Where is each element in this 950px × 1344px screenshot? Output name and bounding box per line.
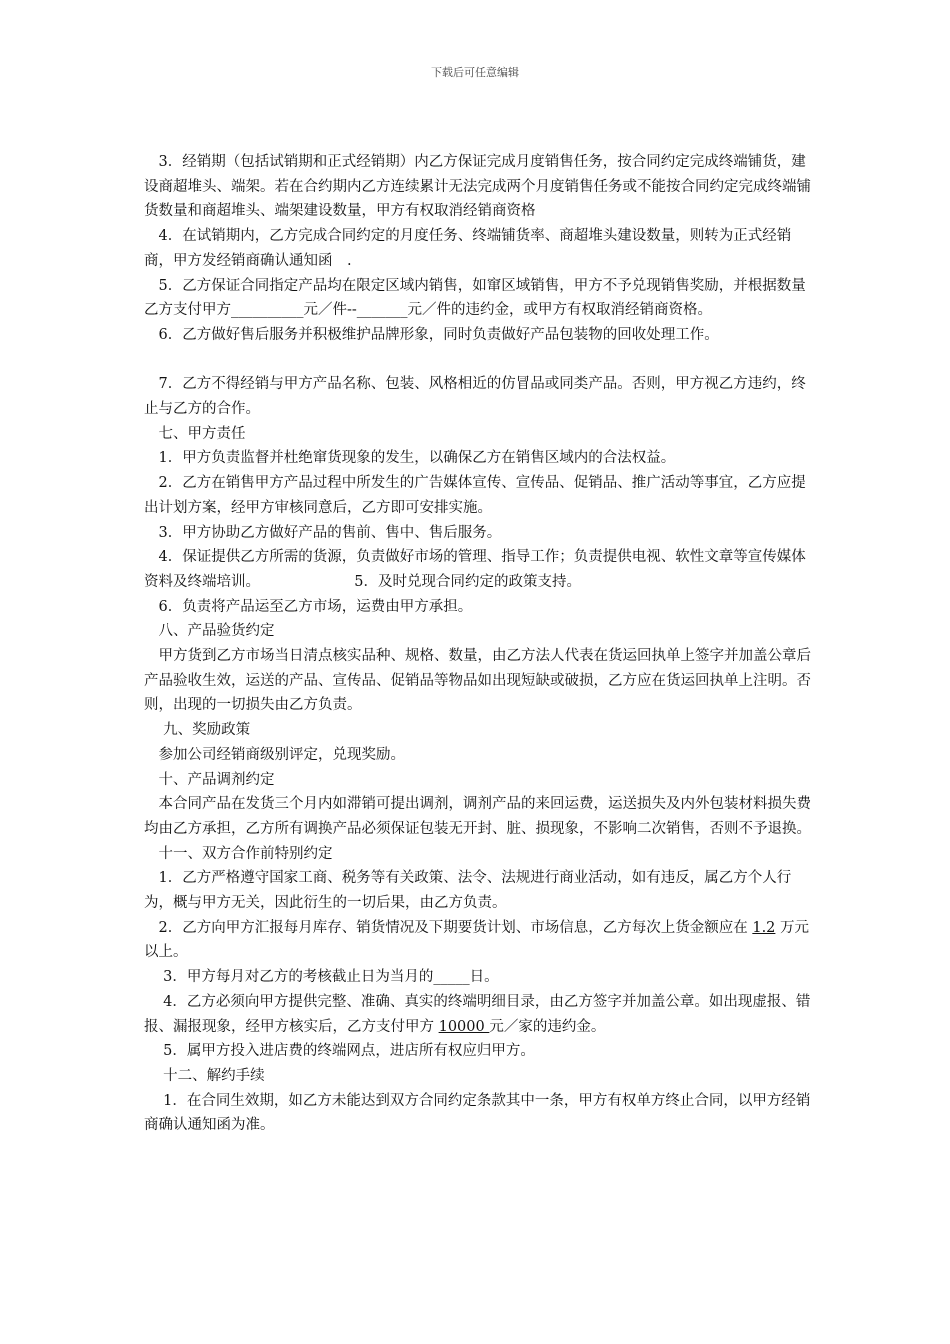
section-9-body: 参加公司经销商级别评定，兑现奖励。 <box>144 746 405 763</box>
section-11-item-2 <box>144 916 812 965</box>
item-4-text-after: 元／家的违约金。 <box>489 1018 606 1035</box>
cutoff-day-blank: _____ <box>433 969 470 986</box>
section-7-item-1: 1．甲方负责监督并杜绝窜货现象的发生，以确保乙方在销售区域内的合法权益。 <box>144 450 676 467</box>
section-11-heading: 十一、双方合作前特别约定 <box>144 845 333 862</box>
clause-3-sales-task: 3．经销期（包括试销期和正式经销期）内乙方保证完成月度销售任务，按合同约定完成终端铺货，建设商超堆头、端架。若在合约期内乙方连续累计无法完成两个月度销售任务或不能按合同约定完成终端铺货数量和商超堆头、端架建设数量，甲方有权取消经销商资格 <box>144 154 811 220</box>
section-11-item-5: 5．属甲方投入进店费的终端网点，进店所有权应归甲方。 <box>144 1043 535 1060</box>
section-9-heading: 九、奖励政策 <box>144 722 251 739</box>
item-3-text-after: 日。 <box>469 969 499 986</box>
section-10-body: 本合同产品在发货三个月内如滞销可提出调剂，调剂产品的来回运费，运送损失及内外包装材料损失费均由乙方承担，乙方所有调换产品必须保证包装无开封、脏、损现象，不影响二次销售，否则不予退换。 <box>144 796 811 837</box>
section-11-item-3 <box>144 965 812 990</box>
section-8-body: 甲方货到乙方市场当日清点核实品种、规格、数量，由乙方法人代表在货运回执单上签字并加盖公章后产品验收生效，运送的产品、宣传品、促销品等物品如出现短缺或破损，乙方应在货运回执单上注明。否则，出现的一切损失由乙方负责。 <box>144 648 811 714</box>
page-header-note: 下载后可任意编辑 <box>431 66 519 79</box>
clause-4-trial-period: 4．在试销期内，乙方完成合同约定的月度任务、终端铺货率、商超堆头建设数量，则转为正式经销商，甲方发经销商确认通知函 . <box>144 228 792 269</box>
section-12-heading: 十二、解约手续 <box>144 1068 265 1084</box>
section-11-item-1: 1．乙方严格遵守国家工商、税务等有关政策、法令、法规进行商业活动，如有违反，属乙方个人行为，概与甲方无关，因此衍生的一切后果，由乙方负责。 <box>144 870 792 912</box>
item-2-text-after: 万元以上。 <box>144 919 810 961</box>
clause-6-after-sales: 6．乙方做好售后服务并积极维护品牌形象，同时负责做好产品包装物的回收处理工作。 <box>144 326 719 343</box>
item-3-text-before: 3．甲方每月对乙方的考核截止日为当月的 <box>144 969 434 986</box>
section-7-heading: 七、甲方责任 <box>144 425 246 442</box>
item-4-text-before: 4．乙方必须向甲方提供完整、准确、真实的终端明细目录，由乙方签字并加盖公章。如出现虚报、错报、漏报现象，经甲方核实后，乙方支付甲方 <box>144 993 811 1035</box>
section-11-item-4 <box>144 990 812 1039</box>
section-7-item-4-5: 4．保证提供乙方所需的货源，负责做好市场的管理、指导工作；负责提供电视、软性文章等宣传媒体资料及终端培训。 5．及时兑现合同约定的政策支持。 <box>144 549 806 590</box>
section-7-item-6: 6．负责将产品运至乙方市场，运费由甲方承担。 <box>144 598 473 615</box>
section-7-item-2: 2．乙方在销售甲方产品过程中所发生的广告媒体宣传、宣传品、促销品、推广活动等事宜，乙方应提出计划方案，经甲方审核同意后，乙方即可安排实施。 <box>144 475 806 516</box>
section-7-item-3: 3．甲方协助乙方做好产品的售前、售中、售后服务。 <box>144 524 502 541</box>
section-8-heading: 八、产品验货约定 <box>144 623 275 640</box>
clause-5-region-sales: 5．乙方保证合同指定产品均在限定区域内销售，如窜区域销售，甲方不予兑现销售奖励，并根据数量乙方支付甲方__________元／件--_______元／件的违约金，或甲方有权取消经销商资格。 <box>144 277 806 319</box>
min-order-amount: 1.2 <box>752 919 776 936</box>
clause-7-counterfeit: 7．乙方不得经销与甲方产品名称、包装、风格相近的仿冒品或同类产品。否则，甲方视乙方违约，终止与乙方的合作。 <box>144 376 806 418</box>
item-2-text-before: 2．乙方向甲方汇报每月库存、销货情况及下期要货计划、市场信息，乙方每次上货金额应在 <box>144 919 753 936</box>
penalty-amount: 10000 <box>438 1018 490 1035</box>
section-10-heading: 十、产品调剂约定 <box>144 771 275 788</box>
blank-line <box>144 348 812 373</box>
section-12-item-1: 1．在合同生效期，如乙方未能达到双方合同约定条款其中一条，甲方有权单方终止合同，以甲方经销商确认通知函为准。 <box>144 1092 811 1134</box>
document-body <box>144 150 812 1138</box>
